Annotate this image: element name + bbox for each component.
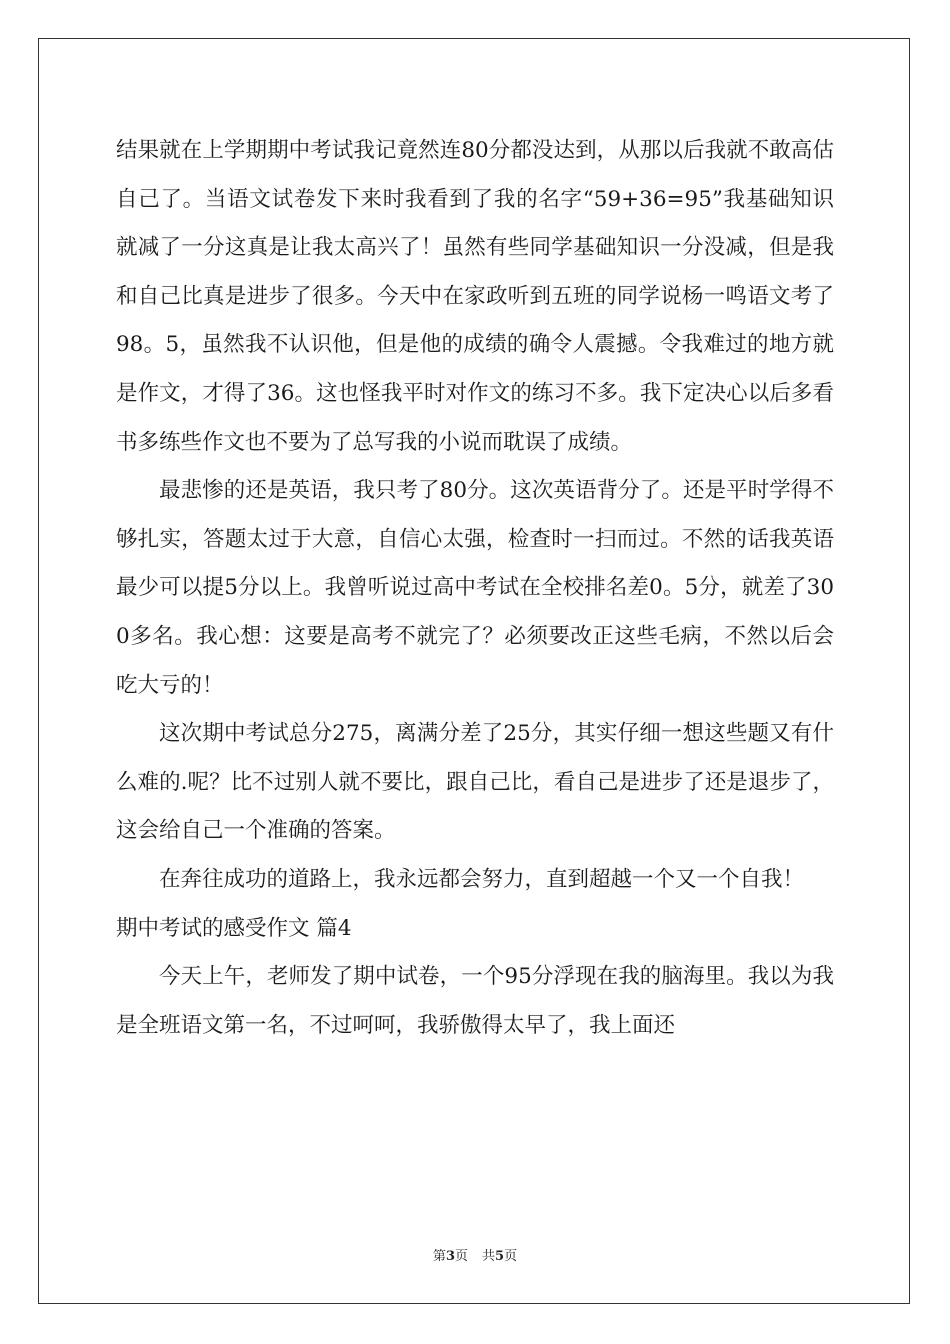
page-prefix: 第 [432, 1249, 446, 1264]
paragraph-4: 在奔往成功的道路上，我永远都会努力，直到超越一个又一个自我！ [159, 866, 805, 892]
page-suffix: 页 [454, 1249, 468, 1264]
document-body [116, 127, 834, 1050]
page-current: 3 [445, 1249, 455, 1264]
paragraph-3: 这次期中考试总分275，离满分差了25分，其实仔细一想这些题又有什么难的.呢？比不过别人就不要比，跟自己比，看自己是进步了还是退步了，这会给自己一个准确的答案。 [116, 721, 834, 844]
total-prefix: 共 [482, 1249, 496, 1264]
paragraph-5: 今天上午，老师发了期中试卷，一个95分浮现在我的脑海里。我以为我是全班语文第一名，不过呵呵，我骄傲得太早了，我上面还 [116, 964, 834, 1038]
paragraph-1: 结果就在上学期期中考试我记竟然连80分都没达到，从那以后我就不敢高估自己了。当语文试卷发下来时我看到了我的名字“59+36=95”我基础知识就减了一分这真是让我太高兴了！虽然有些同学基础知识一分没减，但是我和自己比真是进步了很多。今天中在家政听到五班的同学说杨一鸣语文考了98。5，虽然我不认识他，但是他的成绩的确令人震撼。令我难过的地方就是作文，才得了36。这也怪我平时对作文的练习不多。我下定决心以后多看书多练些作文也不要为了总写我的小说而耽误了成绩。 [116, 138, 834, 455]
page-footer [0, 1249, 950, 1265]
section-heading: 期中考试的感受作文 篇4 [116, 915, 352, 941]
paragraph-2: 最悲惨的还是英语，我只考了80分。这次英语背分了。还是平时学得不够扎实，答题太过于大意，自信心太强，检查时一扫而过。不然的话我英语最少可以提5分以上。我曾听说过高中考试在全校排名差0。5分，就差了300多名。我心想：这要是高考不就完了？必须要改正这些毛病，不然以后会吃大亏的！ [116, 478, 834, 698]
total-suffix: 页 [504, 1249, 518, 1264]
page-total: 5 [495, 1249, 505, 1264]
